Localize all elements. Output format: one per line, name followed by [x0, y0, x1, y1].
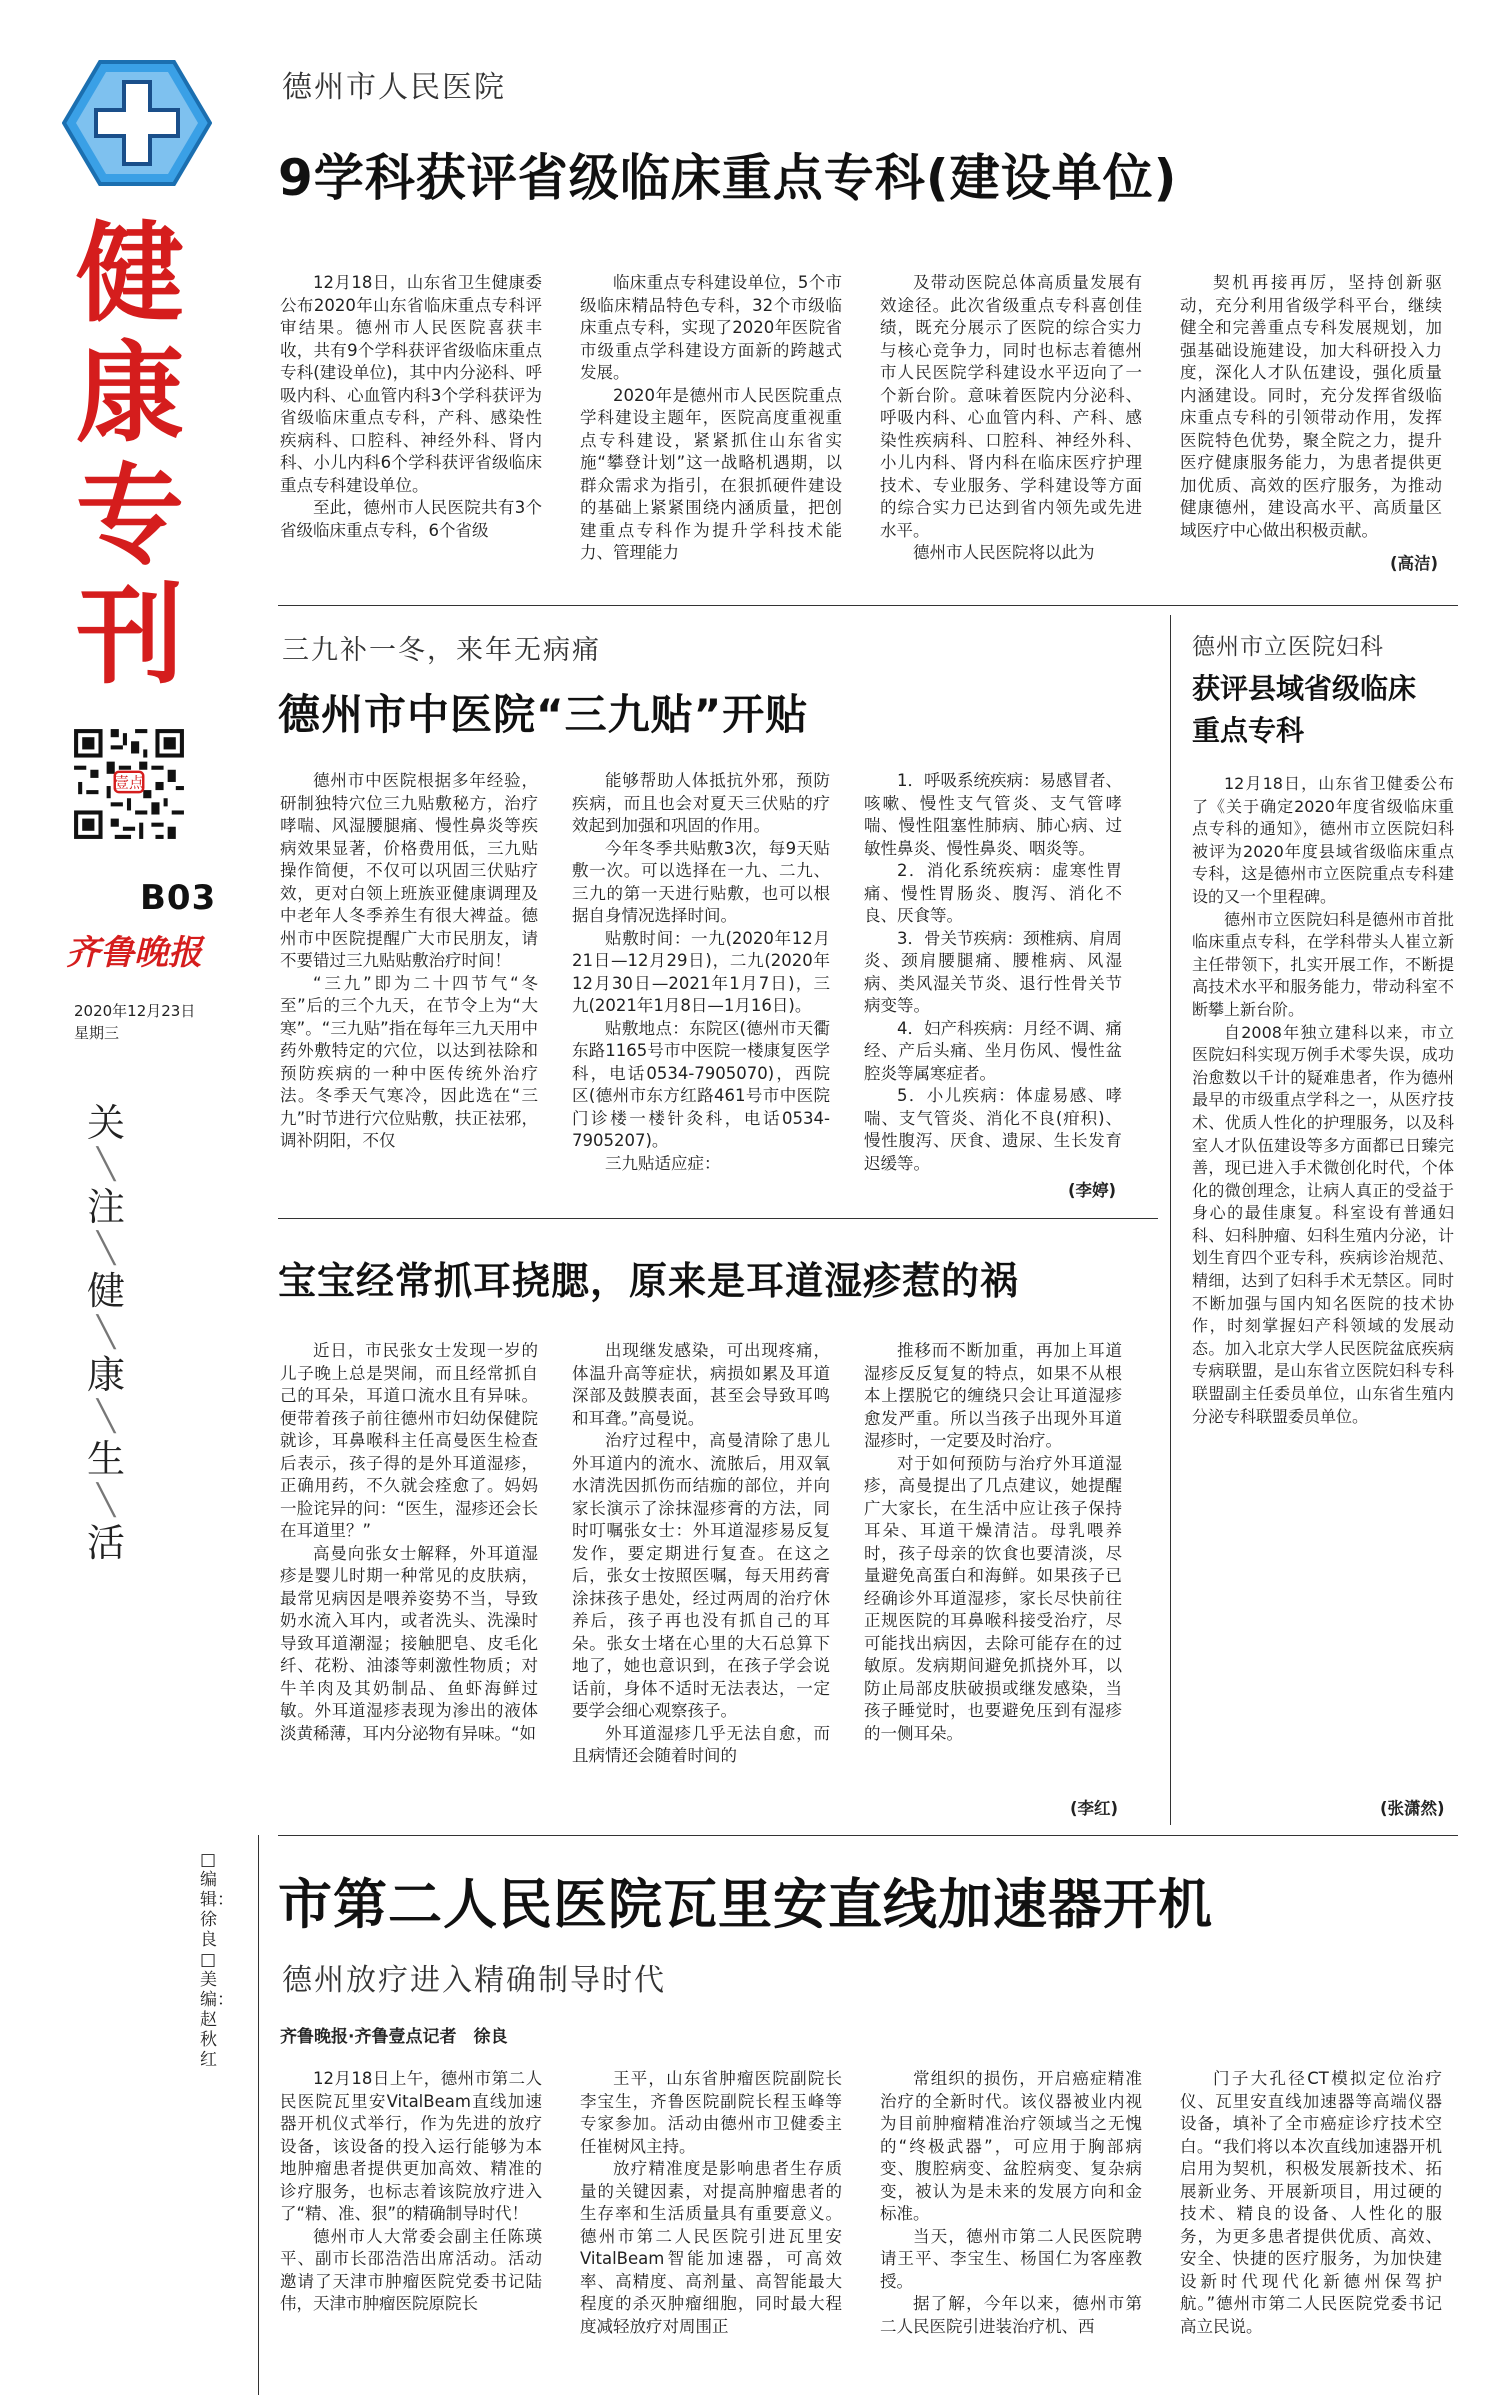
medical-cross-logo-icon	[62, 58, 212, 188]
slogan-char: 生	[86, 1437, 125, 1481]
a5-headline: 市第二人民医院瓦里安直线加速器开机	[278, 1873, 1213, 1936]
sidebar-divider	[1170, 615, 1171, 1825]
slogan-char: 注	[86, 1185, 125, 1229]
qr-label: 壹点	[114, 774, 144, 792]
issue-date-block	[74, 1000, 195, 1044]
masthead-char-1: 健	[75, 211, 184, 337]
a5-col-text: 常组织的损伤，开启癌症精准治疗的全新时代。该仪器被业内视为目前肿瘤精准治疗领域当之无愧的“终极武器”，可应用于胸部病变、腹腔病变、盆腔病变、复杂病变，被认为是未来的发展方向和金标准。 当天，德州市第二人民医院聘请王平、李宝生、杨国仁为客座教授。 据了解，今年以来，德州市第二人民医院引进装治疗机、西	[880, 2069, 1142, 2336]
a2-author: (李婷)	[1068, 1181, 1117, 1200]
slogan	[76, 1100, 136, 1566]
a5-col-4	[1180, 2068, 1442, 2338]
a1-col-4	[1180, 272, 1442, 542]
a3-author: (张潇然)	[1380, 1799, 1445, 1818]
a5-col-3	[880, 2068, 1142, 2338]
slogan-char: 健	[86, 1269, 125, 1313]
slogan-char: 关	[86, 1101, 125, 1145]
divider	[278, 605, 1458, 606]
slogan-separator: ╲	[96, 1147, 116, 1182]
a1-headline: 9学科获评省级临床重点专科(建设单位)	[278, 149, 1178, 207]
a4-col-3	[864, 1340, 1122, 1745]
a4-col-text: 出现继发感染，可出现疼痛，体温升高等症状，病损如累及耳道深部及鼓膜表面，甚至会导致耳鸣和耳聋。”高曼说。 治疗过程中，高曼清除了患儿外耳道内的流水、流脓后，用双氧水清洗因抓伤而结痂的部位，并向家长演示了涂抹湿疹膏的方法，同时叮嘱张女士：外耳道湿疹易反复发作，要定期进行复查。在这之后，张女士按照医嘱，每天用药膏涂抹孩子患处，经过两周的治疗休养后，孩子再也没有抓自己的耳朵。张女士堵在心里的大石总算下地了，她也意识到，在孩子学会说话前，身体不适时无法表达，一定要学会细心观察孩子。 外耳道湿疹几乎无法自愈，而且病情还会随着时间的	[572, 1341, 830, 1765]
a4-col-text: 推移而不断加重，再加上耳道湿疹反反复复的特点，如果不从根本上摆脱它的缠绕只会让耳道湿疹愈发严重。所以当孩子出现外耳道湿疹时，一定要及时治疗。 对于如何预防与治疗外耳道湿疹，高曼提出了几点建议，她提醒广大家长，在生活中应让孩子保持耳朵、耳道干燥清洁。母乳喂养时，孩子母亲的饮食也要清淡，尽量避免高蛋白和海鲜。如果孩子已经确诊外耳道湿疹，家长尽快前往正规医院的耳鼻喉科接受治疗，尽可能找出病因，去除可能存在的过敏原。发病期间避免抓挠外耳，以防止局部皮肤破损或继发感染，当孩子睡觉时，也要避免压到有湿疹的一侧耳朵。	[864, 1341, 1122, 1743]
a2-headline: 德州市中医院“三九贴”开贴	[278, 690, 809, 739]
page-number: B03	[140, 878, 217, 918]
masthead-char-4: 刊	[75, 573, 184, 699]
a4-col-1	[280, 1340, 538, 1745]
a3-body	[1192, 773, 1454, 1428]
slogan-separator: ╲	[96, 1399, 116, 1434]
slogan-char: 活	[86, 1521, 125, 1565]
slogan-separator: ╲	[96, 1231, 116, 1266]
a2-col-1	[280, 770, 538, 1153]
a4-author: (李红)	[1070, 1799, 1119, 1818]
a5-col-text: 12月18日上午，德州市第二人民医院瓦里安VitalBeam直线加速器开机仪式举行，作为先进的放疗设备，该设备的投入运行能够为本地肿瘤患者提供更加高效、精准的诊疗服务，也标志着该院放疗进入了“精、准、狠”的精确制导时代！ 德州市人大常委会副主任陈瑛平、副市长邵浩浩出席活动。活动邀请了天津市肿瘤医院党委书记陆伟，天津市肿瘤医院原院长	[280, 2069, 542, 2313]
a2-col-2	[572, 770, 830, 1175]
masthead-rail	[0, 0, 245, 2395]
divider	[278, 1835, 1458, 1836]
slogan-separator: ╲	[96, 1483, 116, 1518]
a3-headline-line: 获评县域省级临床	[1192, 672, 1417, 705]
a3-body-text: 12月18日，山东省卫健委公布了《关于确定2020年度省级临床重点专科的通知》，德州市立医院妇科被评为2020年度县域省级临床重点专科，这是德州市立医院重点专科建设的又一个里程碑。 德州市立医院妇科是德州市首批临床重点专科，在学科带头人崔立新主任带领下，扎实开展工作，不断提高技术水平和服务能力，带动科室不断攀上新台阶。 自2008年独立建科以来，市立医院妇科实现万例手术零失误，成功治愈数以千计的疑难患者，作为德州最早的市级重点学科之一，从医疗技术、优质人性化的护理服务，以及科室人才队伍建设等多方面都已日臻完善，现已进入手术微创化时代，个体化的微创理念，让病人真正的受益于身心的最佳康复。科室设有普通妇科、妇科肿瘤、妇科生殖内分泌，计划生育四个亚专科，疾病诊治规范、精细，达到了妇科手术无禁区。同时不断加强与国内知名医院的技术协作，时刻掌握妇产科领域的发展动态。加入北京大学人民医院盆底疾病专病联盟，是山东省立医院妇科专科联盟副主任委员单位，山东省生殖内分泌专科联盟委员单位。	[1192, 774, 1454, 1426]
a3-kicker: 德州市立医院妇科	[1192, 634, 1384, 660]
editor-credit: □编辑：徐良 □美编：赵秋红	[200, 1850, 234, 2070]
a2-col-3	[864, 770, 1122, 1175]
a3-headline-line: 重点专科	[1192, 714, 1305, 747]
a2-kicker: 三九补一冬，来年无病痛	[282, 635, 601, 666]
a5-subtitle: 德州放疗进入精确制导时代	[282, 1963, 666, 1998]
divider	[278, 1218, 1158, 1219]
a1-col-text: 及带动医院总体高质量发展有效途径。此次省级重点专科喜创佳绩，既充分展示了医院的综合实力与核心竞争力，同时也标志着德州市人民医院学科建设水平迈向了一个新台阶。意味着医院内分泌科、呼吸内科、心血管内科、产科、感染性疾病科、口腔科、神经外科、小儿内科、肾内科在临床医疗护理技术、专业服务、学科建设等方面的综合实力已达到省内领先或先进水平。 德州市人民医院将以此为	[880, 273, 1142, 562]
frame-rule	[258, 1835, 259, 2395]
a4-col-2	[572, 1340, 830, 1768]
a1-author: (高洁)	[1390, 554, 1439, 573]
a1-kicker: 德州市人民医院	[282, 70, 506, 105]
a1-col-2	[580, 272, 842, 565]
a5-col-text: 门子大孔径CT模拟定位治疗仪、瓦里安直线加速器等高端仪器设备，填补了全市癌症诊疗技术空白。“我们将以本次直线加速器开机启用为契机，积极发展新技术、拓展新业务、开展新项目，用过硬的技术、精良的设备、人性化的服务，为更多患者提供优质、高效、安全、快捷的医疗服务，为加快建设新时代现代化新德州保驾护航。”德州市第二人民医院党委书记高立民说。	[1180, 2069, 1442, 2336]
a2-col-text: 能够帮助人体抵抗外邪，预防疾病，而且也会对夏天三伏贴的疗效起到加强和巩固的作用。 今年冬季共贴敷3次，每9天贴敷一次。可以选择在一九、二九、三九的第一天进行贴敷，也可以根据自身情况选择时间。 贴敷时间：一九(2020年12月21日—12月29日)，二九(2020年12月30日—2021年1月7日)，三九(2021年1月8日—1月16日)。 贴敷地点：东院区(德州市天衢东路1165号市中医院一楼康复医学科，电话0534-7905070)，西院区(德州市东方红路461号市中医院门诊楼一楼针灸科，电话0534-7905207)。 三九贴适应症：	[572, 771, 830, 1173]
masthead-char-3: 专	[75, 453, 184, 579]
a5-col-2	[580, 2068, 842, 2338]
masthead-char-2: 康	[75, 331, 184, 457]
a2-col-text: 德州市中医院根据多年经验，研制独特穴位三九贴敷秘方，治疗哮喘、风湿腰腿痛、慢性鼻炎等疾病效果显著，价格费用低，三九贴操作简便，不仅可以巩固三伏贴疗效，更对白领上班族亚健康调理及中老年人冬季养生有很大裨益。德州市中医院提醒广大市民朋友，请不要错过三九贴贴敷治疗时间！ “三九”即为二十四节气“冬至”后的三个九天，在节令上为“大寒”。“三九贴”指在每年三九天用中药外敷特定的穴位，以达到祛除和预防疾病的一种中医传统外治疗法。冬季天气寒冷，因此选在“三九”时节进行穴位贴敷，扶正祛邪，调补阴阳，不仅	[280, 771, 538, 1150]
a5-col-1	[280, 2068, 542, 2316]
a4-col-text: 近日，市民张女士发现一岁的儿子晚上总是哭闹，而且经常抓自己的耳朵，耳道口流水且有异味。便带着孩子前往德州市妇幼保健院就诊，耳鼻喉科主任高曼医生检查后表示，孩子得的是外耳道湿疹，正确用药，不久就会痊愈了。妈妈一脸诧异的问：“医生，湿疹还会长在耳道里？” 高曼向张女士解释，外耳道湿疹是婴儿时期一种常见的皮肤病，最常见病因是喂养姿势不当，导致奶水流入耳内，或者洗头、洗澡时导致耳道潮湿；接触肥皂、皮毛化纤、花粉、油漆等刺激性物质；对牛羊肉及其奶制品、鱼虾海鲜过敏。外耳道湿疹表现为渗出的液体淡黄稀薄，耳内分泌物有异味。“如	[280, 1341, 538, 1743]
a1-col-3	[880, 272, 1142, 565]
a5-col-text: 王平，山东省肿瘤医院副院长李宝生，齐鲁医院副院长程玉峰等专家参加。活动由德州市卫健委主任崔树风主持。 放疗精准度是影响患者生存质量的关键因素，对提高肿瘤患者的生存率和生活质量具有重要意义。德州市第二人民医院引进瓦里安VitalBeam智能加速器，可高效率、高精度、高剂量、高智能最大程度的杀灭肿瘤细胞，同时最大程度减轻放疗对周围正	[580, 2069, 842, 2336]
slogan-char: 康	[86, 1353, 125, 1397]
a1-col-text: 12月18日，山东省卫生健康委公布2020年山东省临床重点专科评审结果。德州市人民医院喜获丰收，共有9个学科获评省级临床重点专科(建设单位)，其中内分泌科、呼吸内科、心血管内科3个学科获评为省级临床重点专科，产科、感染性疾病科、口腔科、神经外科、肾内科、小儿内科6个学科获评省级临床重点专科建设单位。 至此，德州市人民医院共有3个省级临床重点专科，6个省级	[280, 273, 542, 540]
issue-weekday: 星期三	[74, 1024, 120, 1042]
newspaper-name: 齐鲁晚报	[66, 933, 202, 973]
slogan-separator: ╲	[96, 1315, 116, 1350]
a3-headline	[1192, 668, 1416, 752]
a1-col-1	[280, 272, 542, 542]
a2-col-text: 1．呼吸系统疾病：易感冒者、咳嗽、慢性支气管炎、支气管哮喘、慢性阻塞性肺病、肺心病、过敏性鼻炎、慢性鼻炎、咽炎等。 2．消化系统疾病：虚寒性胃痛、慢性胃肠炎、腹泻、消化不良、厌食等。 3．骨关节疾病：颈椎病、肩周炎、颈肩腰腿痛、腰椎病、风湿病、类风湿关节炎、退行性骨关节病变等。 4．妇产科疾病：月经不调、痛经、产后头痛、坐月伤风、慢性盆腔炎等属寒症者。 5．小儿疾病：体虚易感、哮喘、支气管炎、消化不良(疳积)、慢性腹泻、厌食、遗尿、生长发育迟缓等。	[864, 771, 1122, 1173]
a4-headline: 宝宝经常抓耳挠腮，原来是耳道湿疹惹的祸	[278, 1259, 1020, 1303]
qr-code-icon	[70, 725, 188, 843]
a1-col-text: 临床重点专科建设单位，5个市级临床精品特色专科，32个市级临床重点专科，实现了2020年医院省市级重点学科建设方面新的跨越式发展。 2020年是德州市人民医院重点学科建设主题年，医院高度重视重点专科建设，紧紧抓住山东省实施“攀登计划”这一战略机遇期，以群众需求为指引，在狠抓硬件建设的基础上紧紧围绕内涵质量，把创建重点专科作为提升学科技术能力、管理能力	[580, 273, 842, 562]
a5-byline: 齐鲁晚报·齐鲁壹点记者 徐良	[280, 2027, 508, 2047]
issue-date: 2020年12月23日	[74, 1002, 196, 1020]
a1-col-text: 契机再接再厉，坚持创新驱动，充分利用省级学科平台，继续健全和完善重点专科发展规划，加强基础设施建设，加大科研投入力度，深化人才队伍建设，强化质量内涵建设。同时，充分发挥省级临床重点专科的引领带动作用，发挥医院特色优势，聚全院之力，提升医疗健康服务能力，为患者提供更加优质、高效的医疗服务，为推动健康德州，建设高水平、高质量区域医疗中心做出积极贡献。	[1180, 273, 1442, 540]
